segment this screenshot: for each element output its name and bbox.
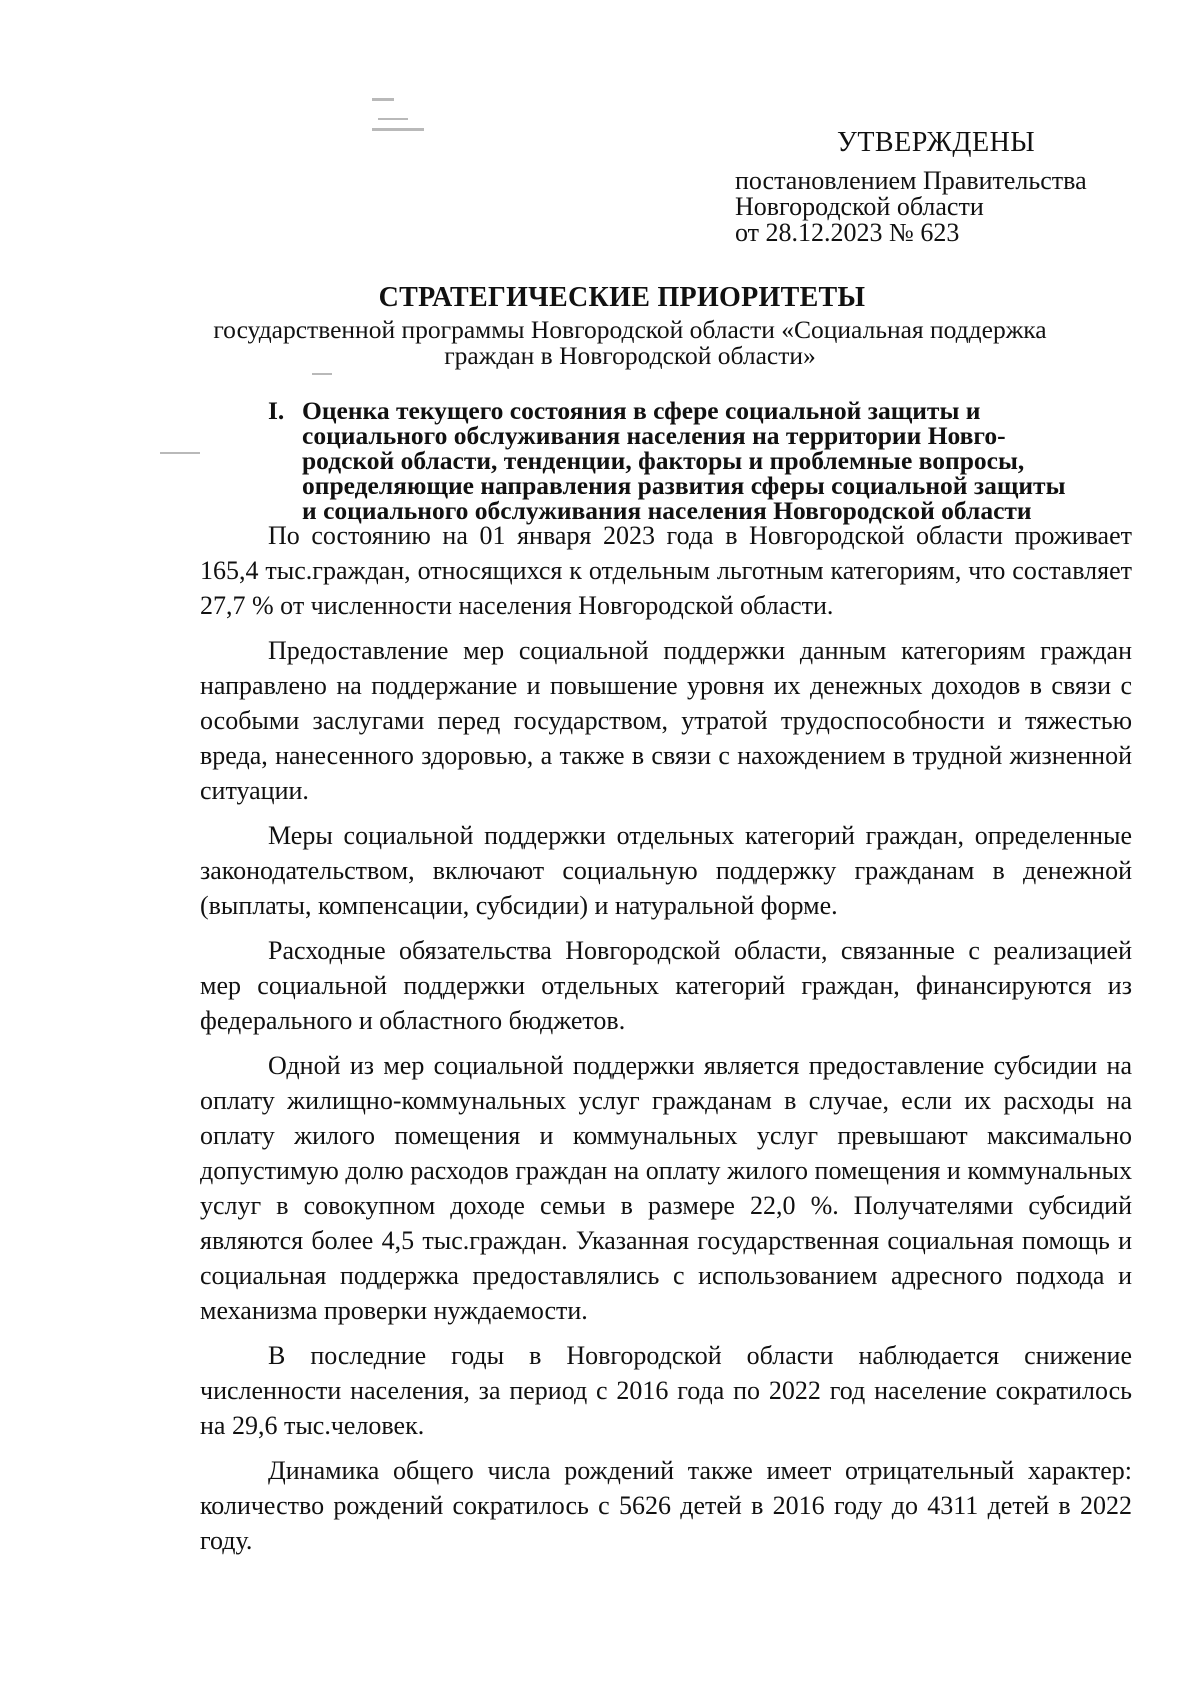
- approval-line: постановлением Правительства: [735, 166, 1087, 195]
- body-paragraph: Динамика общего числа рождений также имеет отрицательный характер: количество рождений сократилось с 5626 детей в 2016 году до 4311 детей в 2022 году.: [200, 1456, 1132, 1555]
- scan-speck: [378, 118, 408, 120]
- approval-line: от 28.12.2023 № 623: [735, 218, 960, 247]
- body-paragraph: Меры социальной поддержки отдельных категорий граждан, определенные законодательством, включают социальную поддержку гражданам в денежной (выплаты, компенсации, субсидии) и натуральной форме.: [200, 821, 1132, 920]
- scan-speck: [160, 452, 200, 454]
- section-heading-line: родской области, тенденции, факторы и проблемные вопросы,: [302, 446, 1025, 475]
- section-heading: [268, 398, 1118, 523]
- body-paragraph: Одной из мер социальной поддержки является предоставление субсидии на оплату жилищно-коммунальных услуг гражданам в случае, если их расходы на оплату жилого помещения и коммунальных услуг превышают максимально допустимую долю расходов граждан на оплату жилого помещения и коммунальных услуг в совокупном доходе семьи в размере 22,0 %. Получателями субсидий являются более 4,5 тыс.граждан. Указанная государственная социальная помощь и социальная поддержка предоставлялись с использованием адресного подхода и механизма проверки нуждаемости.: [200, 1051, 1132, 1325]
- section-heading-line: социального обслуживания населения на территории Новго-: [302, 421, 1006, 450]
- scan-speck: [372, 98, 394, 101]
- section-heading-text: [302, 398, 1118, 523]
- body-paragraph: По состоянию на 01 января 2023 года в Новгородской области проживает 165,4 тыс.граждан, относящихся к отдельным льготным категориям, что составляет 27,7 % от численности населения Новгородской области.: [200, 521, 1132, 620]
- approval-title: УТВЕРЖДЕНЫ: [837, 127, 1036, 158]
- body-paragraph: Предоставление мер социальной поддержки данным категориям граждан направлено на поддержание и повышение уровня их денежных доходов в связи с особыми заслугами перед государством, утратой трудоспособности и тяжестью вреда, нанесенного здоровью, а также в связи с нахождением в трудной жизненной ситуации.: [200, 636, 1132, 805]
- section-heading-line: Оценка текущего состояния в сфере социальной защиты и: [302, 396, 981, 425]
- scan-speck: [372, 128, 424, 131]
- approval-block: [735, 126, 1155, 246]
- scan-speck: [312, 373, 332, 375]
- document-body: [200, 518, 1132, 1568]
- document-subtitle-line: государственной программы Новгородской области «Социальная поддержка: [213, 315, 1047, 344]
- body-paragraph: Расходные обязательства Новгородской области, связанные с реализацией мер социальной поддержки отдельных категорий граждан, финансируются из федерального и областного бюджетов.: [200, 936, 1132, 1035]
- section-number: I.: [268, 396, 285, 425]
- body-paragraph: В последние годы в Новгородской области наблюдается снижение численности населения, за период с 2016 года по 2022 год население сократилось на 29,6 тыс.человек.: [200, 1341, 1132, 1440]
- section-heading-line: и социального обслуживания населения Новгородской области: [302, 496, 1032, 525]
- approval-line: Новгородской области: [735, 192, 984, 221]
- section-heading-line: определяющие направления развития сферы социальной защиты: [302, 471, 1066, 500]
- document-title: СТРАТЕГИЧЕСКИЕ ПРИОРИТЕТЫ: [378, 282, 866, 313]
- document-title-block: [60, 281, 1200, 369]
- document-subtitle-line: граждан в Новгородской области»: [444, 341, 816, 370]
